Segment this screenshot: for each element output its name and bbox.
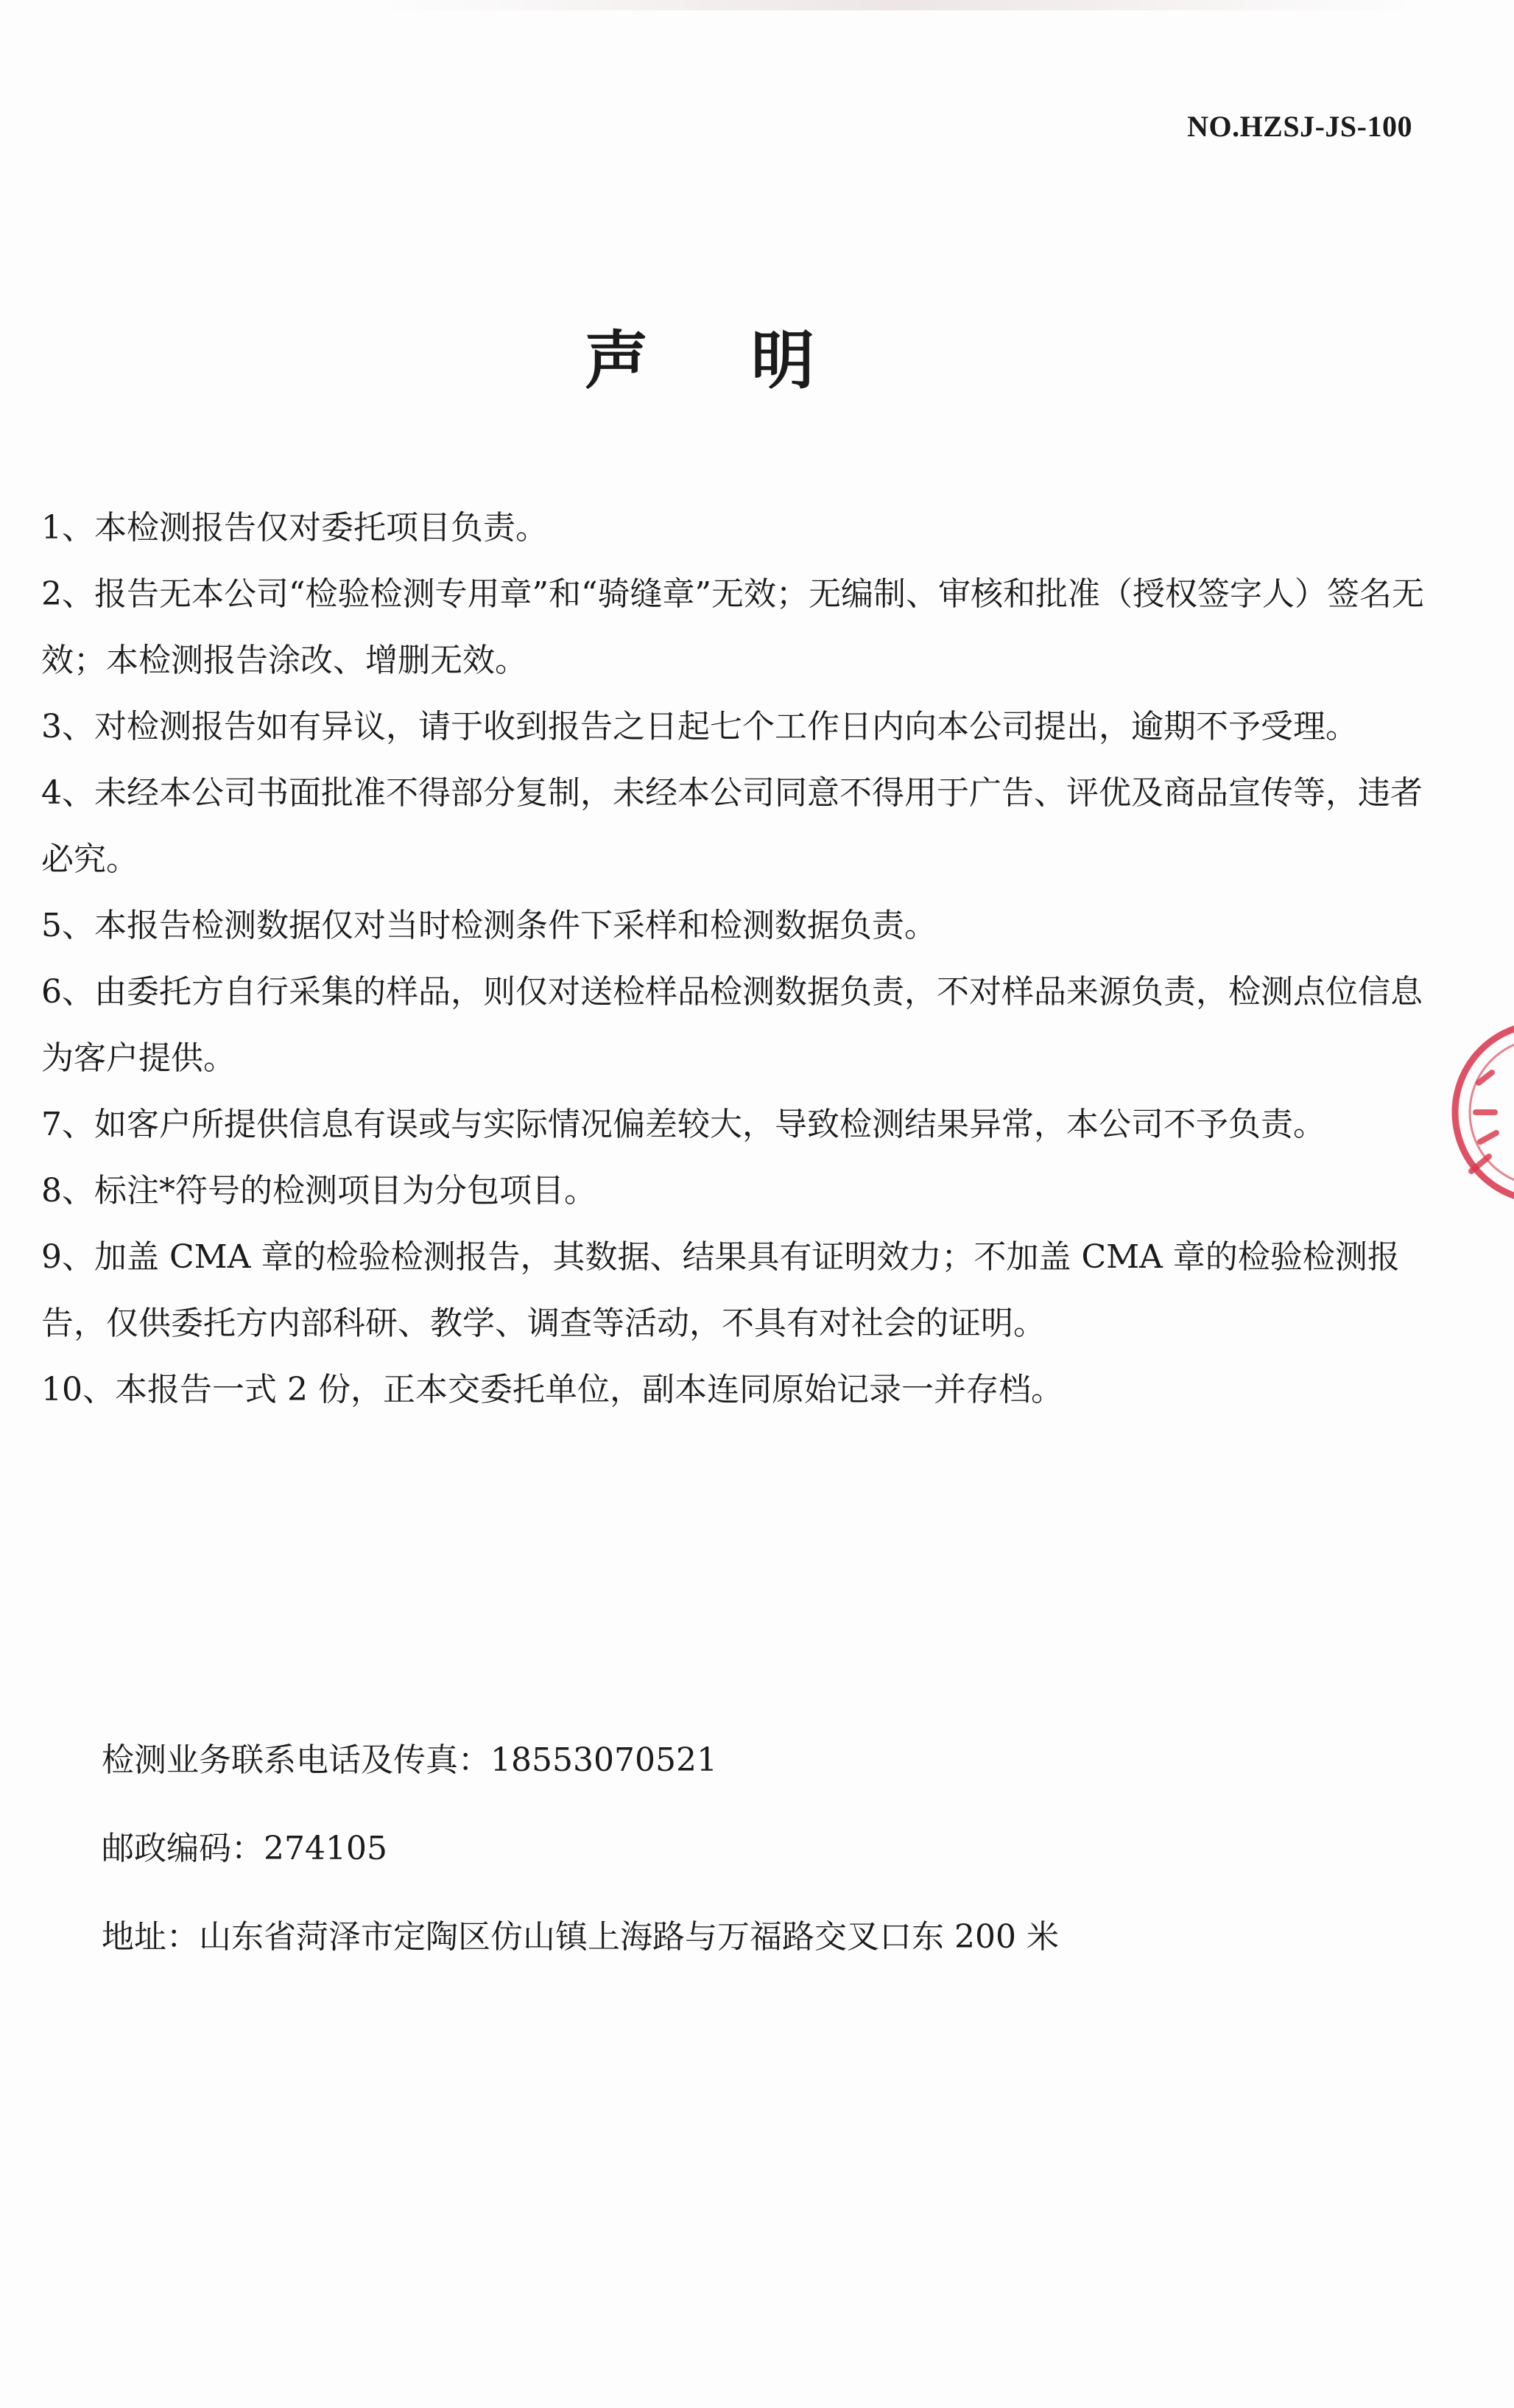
contact-address: 地址：山东省菏泽市定陶区仿山镇上海路与万福路交叉口东 200 米 (102, 1918, 1059, 1956)
contact-postal-code: 邮政编码：274105 (102, 1830, 387, 1867)
statement-item: 1、本检测报告仅对委托项目负责。 (41, 509, 548, 547)
contact-info (102, 1724, 1059, 1989)
statement-item: 6、由委托方自行采集的样品，则仅对送检样品检测数据负责，不对样品来源负责，检测点位信息为客户提供。 (41, 973, 1423, 1077)
statement-item: 5、本报告检测数据仅对当时检测条件下采样和检测数据负责。 (41, 907, 937, 944)
statement-item: 7、如客户所提供信息有误或与实际情况偏差较大，导致检测结果异常，本公司不予负责。 (41, 1106, 1325, 1143)
statement-list (41, 495, 1440, 1423)
statement-item: 4、未经本公司书面批准不得部分复制，未经本公司同意不得用于广告、评优及商品宣传等，违者必究。 (41, 774, 1423, 878)
scan-edge-shadow (383, 0, 1414, 10)
statement-item: 8、标注*符号的检测项目为分包项目。 (41, 1172, 596, 1210)
seal-stamp-partial (1433, 1002, 1514, 1223)
statement-item: 9、加盖 CMA 章的检验检测报告，其数据、结果具有证明效力；不加盖 CMA 章的检验检测报告，仅供委托方内部科研、教学、调查等活动，不具有对社会的证明。 (41, 1238, 1400, 1342)
statement-item: 2、报告无本公司“检验检测专用章”和“骑缝章”无效；无编制、审核和批准（授权签字人）签名无效；本检测报告涂改、增删无效。 (41, 575, 1424, 679)
document-number: NO.HZSJ-JS-100 (1187, 110, 1412, 143)
statement-item: 3、对检测报告如有异议，请于收到报告之日起七个工作日内向本公司提出，逾期不予受理。 (41, 708, 1358, 745)
statement-item: 10、本报告一式 2 份，正本交委托单位，副本连同原始记录一并存档。 (41, 1371, 1063, 1408)
page-title: 声明 (585, 323, 918, 398)
contact-phone: 检测业务联系电话及传真：18553070521 (102, 1741, 717, 1779)
